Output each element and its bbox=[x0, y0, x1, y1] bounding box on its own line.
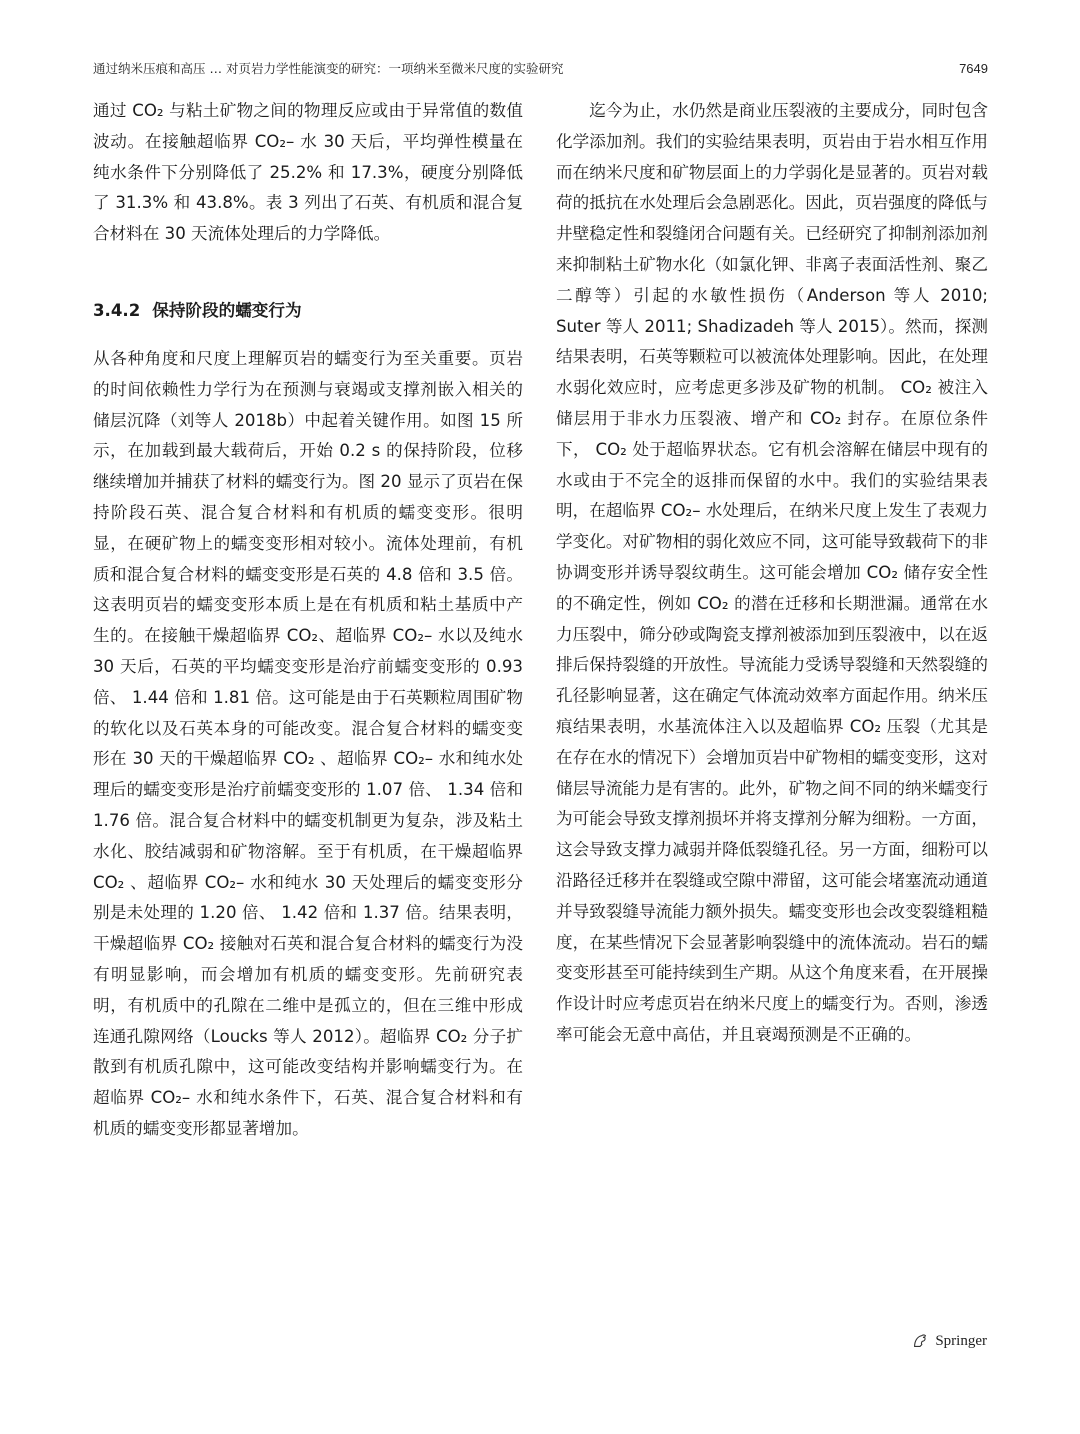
right-paragraph-1: 迄今为止，水仍然是商业压裂液的主要成分，同时包含化学添加剂。我们的实验结果表明，页岩由于岩水相互作用而在纳米尺度和矿物层面上的力学弱化是显著的。页岩对载荷的抵抗在水处理后会急剧恶化。因此，页岩强度的降低与井壁稳定性和裂缝闭合问题有关。已经研究了抑制剂添加剂来抑制粘土矿物水化（如氯化钾、非离子表面活性剂、聚乙二醇等）引起的水敏性损伤（Anderson 等人 2010; Suter 等人 2011; Shadizadeh 等人 2015）。然而，探测结果表明，石英等颗粒可以被流体处理影响。因此，在处理水弱化效应时，应考虑更多涉及矿物的机制。 CO₂ 被注入储层用于非水力压裂液、增产和 CO₂ 封存。在原位条件下， CO₂ 处于超临界状态。它有机会溶解在储层中现有的水或由于不完全的返排而保留的水中。我们的实验结果表明，在超临界 CO₂– 水处理后，在纳米尺度上发生了表观力学变化。对矿物相的弱化效应不同，这可能导致载荷下的非协调变形并诱导裂纹萌生。这可能会增加 CO₂ 储存安全性的不确定性，例如 CO₂ 的潜在迁移和长期泄漏。通常在水力压裂中，筛分砂或陶瓷支撑剂被添加到压裂液中，以在返排后保持裂缝的开放性。导流能力受诱导裂缝和天然裂缝的孔径影响显著，这在确定气体流动效率方面起作用。纳米压痕结果表明，水基流体注入以及超临界 CO₂ 压裂（尤其是在存在水的情况下）会增加页岩中矿物相的蠕变变形，这对储层导流能力是有害的。此外，矿物之间不同的纳米蠕变行为可能会导致支撑剂损坏并将支撑剂分解为细粉。一方面，这会导致支撑力减弱并降低裂缝孔径。另一方面，细粉可以沿路径迁移并在裂缝或空隙中滞留，这可能会堵塞流动通道并导致裂缝导流能力额外损失。蠕变变形也会改变裂缝粗糙度，在某些情况下会显著影响裂缝中的流体流动。岩石的蠕变变形甚至可能持续到生产期。从这个角度来看，在开展操作设计时应考虑页岩在纳米尺度上的蠕变行为。否则，渗透率可能会无意中高估，并且衰竭预测是不正确的。 bbox=[556, 101, 988, 1044]
section-number: 3.4.2 bbox=[93, 300, 141, 320]
publisher-logo bbox=[911, 1332, 987, 1350]
left-column bbox=[93, 96, 523, 1145]
springer-horse-icon bbox=[911, 1332, 929, 1350]
left-paragraph-2: 从各种角度和尺度上理解页岩的蠕变行为至关重要。页岩的时间依赖性力学行为在预测与衰竭或支撑剂嵌入相关的储层沉降（刘等人 2018b）中起着关键作用。如图 15 所示，在加载到最大载荷后，开始 0.2 s 的保持阶段，位移继续增加并捕获了材料的蠕变行为。图 20 显示了页岩在保持阶段石英、混合复合材料和有机质的蠕变变形。很明显，在硬矿物上的蠕变变形相对较小。流体处理前，有机质和混合复合材料的蠕变变形是石英的 4.8 倍和 3.5 倍。这表明页岩的蠕变变形本质上是在有机质和粘土基质中产生的。在接触干燥超临界 CO₂、超临界 CO₂– 水以及纯水 30 天后，石英的平均蠕变变形是治疗前蠕变变形的 0.93 倍、 1.44 倍和 1.81 倍。这可能是由于石英颗粒周围矿物的软化以及石英本身的可能改变。混合复合材料的蠕变变形在 30 天的干燥超临界 CO₂ 、超临界 CO₂– 水和纯水处理后的蠕变变形是治疗前蠕变变形的 1.07 倍、 1.34 倍和 1.76 倍。混合复合材料中的蠕变机制更为复杂，涉及粘土水化、胶结减弱和矿物溶解。至于有机质，在干燥超临界 CO₂ 、超临界 CO₂– 水和纯水 30 天处理后的蠕变变形分别是未处理的 1.20 倍、 1.42 倍和 1.37 倍。结果表明，干燥超临界 CO₂ 接触对石英和混合复合材料的蠕变行为没有明显影响，而会增加有机质的蠕变变形。先前研究表明，有机质中的孔隙在二维中是孤立的，但在三维中形成连通孔隙网络（Loucks 等人 2012）。超临界 CO₂ 分子扩散到有机质孔隙中，这可能改变结构并影响蠕变行为。在超临界 CO₂– 水和纯水条件下，石英、混合复合材料和有机质的蠕变变形都显著增加。 bbox=[93, 348, 523, 1138]
running-title: 通过纳米压痕和高压 … 对页岩力学性能演变的研究：一项纳米至微米尺度的实验研究 bbox=[93, 61, 564, 76]
section-title: 保持阶段的蠕变行为 bbox=[152, 300, 302, 320]
page-number: 7649 bbox=[959, 60, 988, 76]
publisher-name: Springer bbox=[935, 1332, 987, 1349]
section-heading bbox=[93, 296, 523, 326]
running-header bbox=[93, 56, 988, 80]
left-paragraph-1: 通过 CO₂ 与粘土矿物之间的物理反应或由于异常值的数值波动。在接触超临界 CO₂– 水 30 天后，平均弹性模量在纯水条件下分别降低了 25.2% 和 17.3%，硬度分别降低了 31.3% 和 43.8%。表 3 列出了石英、有机质和混合复合材料在 30 天流体处理后的力学降低。 bbox=[93, 101, 523, 244]
right-column bbox=[556, 96, 988, 1051]
